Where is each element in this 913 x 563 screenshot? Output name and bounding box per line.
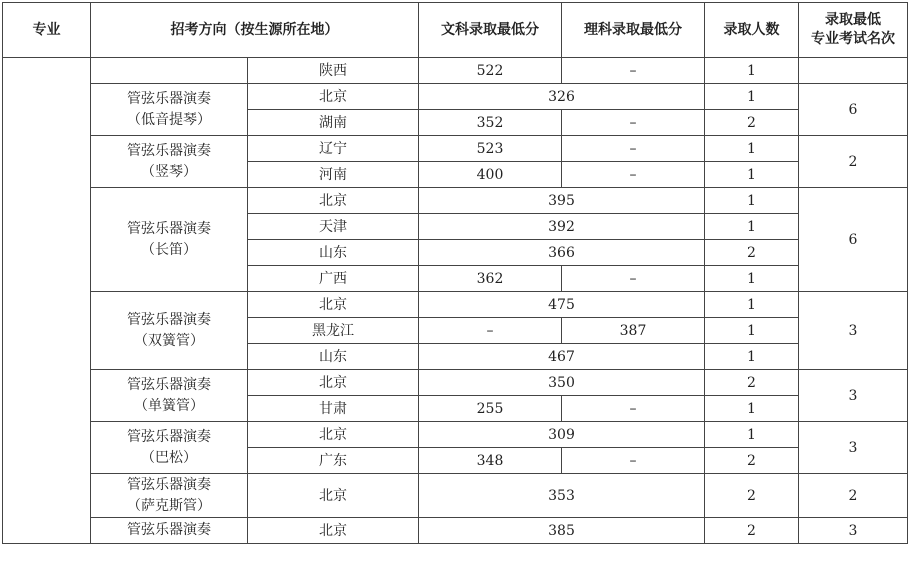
direction-subline: （低音提琴） bbox=[127, 111, 211, 128]
direction-line: 管弦乐器演奏 bbox=[127, 376, 211, 393]
direction-cell bbox=[91, 136, 248, 188]
direction-line: 管弦乐器演奏 bbox=[127, 142, 211, 159]
rank-cell: 3 bbox=[799, 292, 908, 370]
direction-line: 管弦乐器演奏 bbox=[127, 522, 211, 538]
admitted-count-cell: 2 bbox=[705, 240, 799, 266]
arts-score-cell: 362 bbox=[419, 266, 562, 292]
admitted-count-cell: 1 bbox=[705, 136, 799, 162]
merged-score-cell: 326 bbox=[419, 84, 705, 110]
arts-score-cell: 523 bbox=[419, 136, 562, 162]
table-row bbox=[3, 370, 908, 396]
province-cell: 广西 bbox=[248, 266, 419, 292]
direction-cell bbox=[91, 370, 248, 422]
province-cell: 北京 bbox=[248, 370, 419, 396]
admitted-count-cell: 2 bbox=[705, 110, 799, 136]
admitted-count-cell: 1 bbox=[705, 84, 799, 110]
science-score-cell: – bbox=[562, 396, 705, 422]
merged-score-cell: 467 bbox=[419, 344, 705, 370]
table-row bbox=[3, 58, 908, 84]
admitted-count-cell: 1 bbox=[705, 344, 799, 370]
direction-subline: （长笛） bbox=[141, 241, 197, 258]
rank-cell: 3 bbox=[799, 422, 908, 474]
arts-score-cell: 255 bbox=[419, 396, 562, 422]
rank-cell: 2 bbox=[799, 474, 908, 518]
direction-subline: （单簧管） bbox=[134, 397, 204, 414]
admitted-count-cell: 1 bbox=[705, 292, 799, 318]
header-admitted: 录取人数 bbox=[705, 3, 799, 58]
province-cell: 广东 bbox=[248, 448, 419, 474]
merged-score-cell: 385 bbox=[419, 518, 705, 544]
rank-cell: 3 bbox=[799, 370, 908, 422]
science-score-cell: – bbox=[562, 110, 705, 136]
arts-score-cell: – bbox=[419, 318, 562, 344]
admitted-count-cell: 2 bbox=[705, 474, 799, 518]
major-cell bbox=[3, 58, 91, 544]
admitted-count-cell: 2 bbox=[705, 448, 799, 474]
merged-score-cell: 309 bbox=[419, 422, 705, 448]
arts-score-cell: 348 bbox=[419, 448, 562, 474]
rank-cell: 6 bbox=[799, 84, 908, 136]
table-row bbox=[3, 474, 908, 518]
direction-line: 管弦乐器演奏 bbox=[127, 90, 211, 107]
province-cell: 陕西 bbox=[248, 58, 419, 84]
table-row bbox=[3, 84, 908, 110]
province-cell: 北京 bbox=[248, 474, 419, 518]
arts-score-cell: 522 bbox=[419, 58, 562, 84]
admitted-count-cell: 1 bbox=[705, 188, 799, 214]
direction-line: 管弦乐器演奏 bbox=[127, 220, 211, 237]
direction-cell bbox=[91, 188, 248, 292]
header-min-rank bbox=[799, 3, 908, 58]
province-cell: 北京 bbox=[248, 84, 419, 110]
direction-cell bbox=[91, 84, 248, 136]
admitted-count-cell: 1 bbox=[705, 266, 799, 292]
province-cell: 北京 bbox=[248, 518, 419, 544]
header-rank-line2: 专业考试名次 bbox=[811, 31, 895, 47]
direction-line: 管弦乐器演奏 bbox=[127, 476, 211, 493]
direction-subline: （竖琴） bbox=[141, 163, 197, 180]
science-score-cell: – bbox=[562, 266, 705, 292]
direction-cell bbox=[91, 292, 248, 370]
table-row bbox=[3, 422, 908, 448]
science-score-cell: – bbox=[562, 136, 705, 162]
direction-line: 管弦乐器演奏 bbox=[127, 428, 211, 445]
merged-score-cell: 395 bbox=[419, 188, 705, 214]
direction-cell bbox=[91, 474, 248, 518]
arts-score-cell: 400 bbox=[419, 162, 562, 188]
header-arts-min: 文科录取最低分 bbox=[419, 3, 562, 58]
province-cell: 北京 bbox=[248, 422, 419, 448]
admitted-count-cell: 1 bbox=[705, 396, 799, 422]
science-score-cell: – bbox=[562, 58, 705, 84]
direction-subline: （巴松） bbox=[141, 449, 197, 466]
province-cell: 天津 bbox=[248, 214, 419, 240]
province-cell: 湖南 bbox=[248, 110, 419, 136]
province-cell: 北京 bbox=[248, 292, 419, 318]
table-row bbox=[3, 188, 908, 214]
admitted-count-cell: 1 bbox=[705, 214, 799, 240]
direction-subline: （双簧管） bbox=[134, 332, 204, 349]
admitted-count-cell: 1 bbox=[705, 162, 799, 188]
header-science-min: 理科录取最低分 bbox=[562, 3, 705, 58]
direction-cell bbox=[91, 422, 248, 474]
science-score-cell: – bbox=[562, 162, 705, 188]
admitted-count-cell: 1 bbox=[705, 58, 799, 84]
province-cell: 黑龙江 bbox=[248, 318, 419, 344]
admitted-count-cell: 2 bbox=[705, 518, 799, 544]
rank-cell: 2 bbox=[799, 136, 908, 188]
arts-score-cell: 352 bbox=[419, 110, 562, 136]
province-cell: 山东 bbox=[248, 344, 419, 370]
merged-score-cell: 392 bbox=[419, 214, 705, 240]
table-row bbox=[3, 292, 908, 318]
direction-cell bbox=[91, 58, 248, 84]
header-rank-line1: 录取最低 bbox=[825, 12, 881, 28]
merged-score-cell: 353 bbox=[419, 474, 705, 518]
science-score-cell: – bbox=[562, 448, 705, 474]
admitted-count-cell: 1 bbox=[705, 422, 799, 448]
merged-score-cell: 475 bbox=[419, 292, 705, 318]
admitted-count-cell: 2 bbox=[705, 370, 799, 396]
direction-cell bbox=[91, 518, 248, 544]
merged-score-cell: 366 bbox=[419, 240, 705, 266]
province-cell: 北京 bbox=[248, 188, 419, 214]
admission-table bbox=[2, 2, 908, 544]
rank-cell: 6 bbox=[799, 188, 908, 292]
admitted-count-cell: 1 bbox=[705, 318, 799, 344]
rank-cell bbox=[799, 58, 908, 84]
header-direction: 招考方向（按生源所在地） bbox=[91, 3, 419, 58]
rank-cell: 3 bbox=[799, 518, 908, 544]
province-cell: 河南 bbox=[248, 162, 419, 188]
table-row bbox=[3, 518, 908, 544]
direction-subline: （萨克斯管） bbox=[127, 497, 211, 514]
merged-score-cell: 350 bbox=[419, 370, 705, 396]
table-row bbox=[3, 136, 908, 162]
province-cell: 甘肃 bbox=[248, 396, 419, 422]
direction-line: 管弦乐器演奏 bbox=[127, 311, 211, 328]
header-row bbox=[3, 3, 908, 58]
province-cell: 山东 bbox=[248, 240, 419, 266]
province-cell: 辽宁 bbox=[248, 136, 419, 162]
header-major: 专业 bbox=[3, 3, 91, 58]
science-score-cell: 387 bbox=[562, 318, 705, 344]
